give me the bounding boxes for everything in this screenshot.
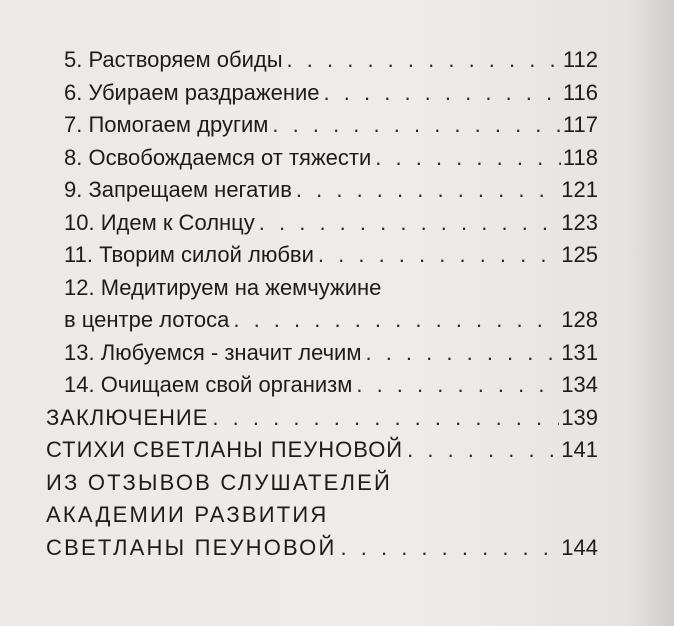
toc-entry [46, 44, 598, 77]
dot-leader [341, 532, 560, 565]
dot-leader [356, 369, 559, 402]
toc-entry-title: в центре лотоса [64, 307, 230, 332]
toc-entry-title: 13. Любуемся - значит лечим [64, 339, 362, 365]
toc-page-number: 117 [562, 112, 598, 137]
dot-leader [365, 337, 559, 370]
toc-entry-title: СВЕТЛАНЫ ПЕУНОВОЙ [46, 534, 337, 560]
toc-entry [46, 272, 598, 337]
toc-entry [46, 109, 598, 142]
toc-line [46, 369, 598, 402]
toc-entry-title: СТИХИ СВЕТЛАНЫ ПЕУНОВОЙ [46, 437, 404, 462]
toc-entry-title: ИЗ ОТЗЫВОВ СЛУШАТЕЛЕЙ [46, 469, 393, 495]
dot-leader [212, 402, 559, 435]
toc-entry-title: 10. Идем к Солнцу [64, 209, 255, 235]
toc-entry [46, 77, 598, 110]
toc-page-number: 134 [561, 372, 598, 397]
toc-line [46, 337, 598, 370]
dot-leader [318, 239, 559, 272]
toc-entry-title: 7. Помогаем другим [64, 112, 269, 137]
toc-page-number: 139 [561, 404, 598, 430]
toc-entry-title: 6. Убираем раздражение [64, 79, 320, 105]
toc-entry [46, 369, 598, 402]
toc-entry [46, 207, 598, 240]
dot-leader [324, 77, 561, 110]
dot-leader [272, 109, 561, 142]
toc-line [46, 44, 598, 77]
toc-entry [46, 467, 598, 565]
toc-page-number: 128 [561, 307, 598, 332]
toc-line [46, 499, 598, 532]
toc-entry-title: 5. Растворяем обиды [64, 47, 283, 72]
dot-leader [233, 304, 559, 337]
toc-line [46, 402, 598, 435]
toc-entry [46, 174, 598, 207]
toc-line [46, 532, 598, 565]
table-of-contents [46, 44, 598, 564]
toc-page-number: 121 [561, 177, 598, 202]
toc-line [46, 174, 598, 207]
dot-leader [407, 434, 559, 467]
toc-page-number: 144 [561, 534, 598, 560]
toc-page-number: 118 [562, 144, 598, 170]
toc-line [46, 304, 598, 337]
dot-leader [259, 207, 560, 240]
dot-leader [375, 142, 561, 175]
toc-line [46, 109, 598, 142]
toc-page-number: 112 [562, 47, 598, 72]
toc-line [46, 207, 598, 240]
toc-line [46, 77, 598, 110]
toc-entry-title: ЗАКЛЮЧЕНИЕ [46, 404, 209, 430]
toc-entry-title: 14. Очищаем свой организм [64, 372, 353, 397]
toc-entry [46, 239, 598, 272]
toc-line [46, 467, 598, 500]
toc-entry [46, 402, 598, 435]
toc-entry-title: АКАДЕМИИ РАЗВИТИЯ [46, 502, 329, 527]
toc-line [46, 142, 598, 175]
toc-page-number: 123 [561, 209, 598, 235]
toc-entry-title: 9. Запрещаем негатив [64, 177, 292, 202]
dot-leader [296, 174, 559, 207]
toc-entry [46, 434, 598, 467]
toc-entry-title: 12. Медитируем на жемчужине [64, 274, 382, 300]
dot-leader [287, 44, 561, 77]
toc-line [46, 272, 598, 305]
toc-page-number: 125 [561, 242, 598, 267]
toc-page-number: 141 [561, 437, 598, 462]
toc-entry-title: 8. Освобождаемся от тяжести [64, 144, 372, 170]
toc-entry-title: 11. Творим силой любви [64, 242, 314, 267]
toc-page-number: 116 [562, 79, 598, 105]
toc-line [46, 239, 598, 272]
toc-entry [46, 142, 598, 175]
toc-entry [46, 337, 598, 370]
toc-line [46, 434, 598, 467]
toc-page-number: 131 [561, 339, 598, 365]
